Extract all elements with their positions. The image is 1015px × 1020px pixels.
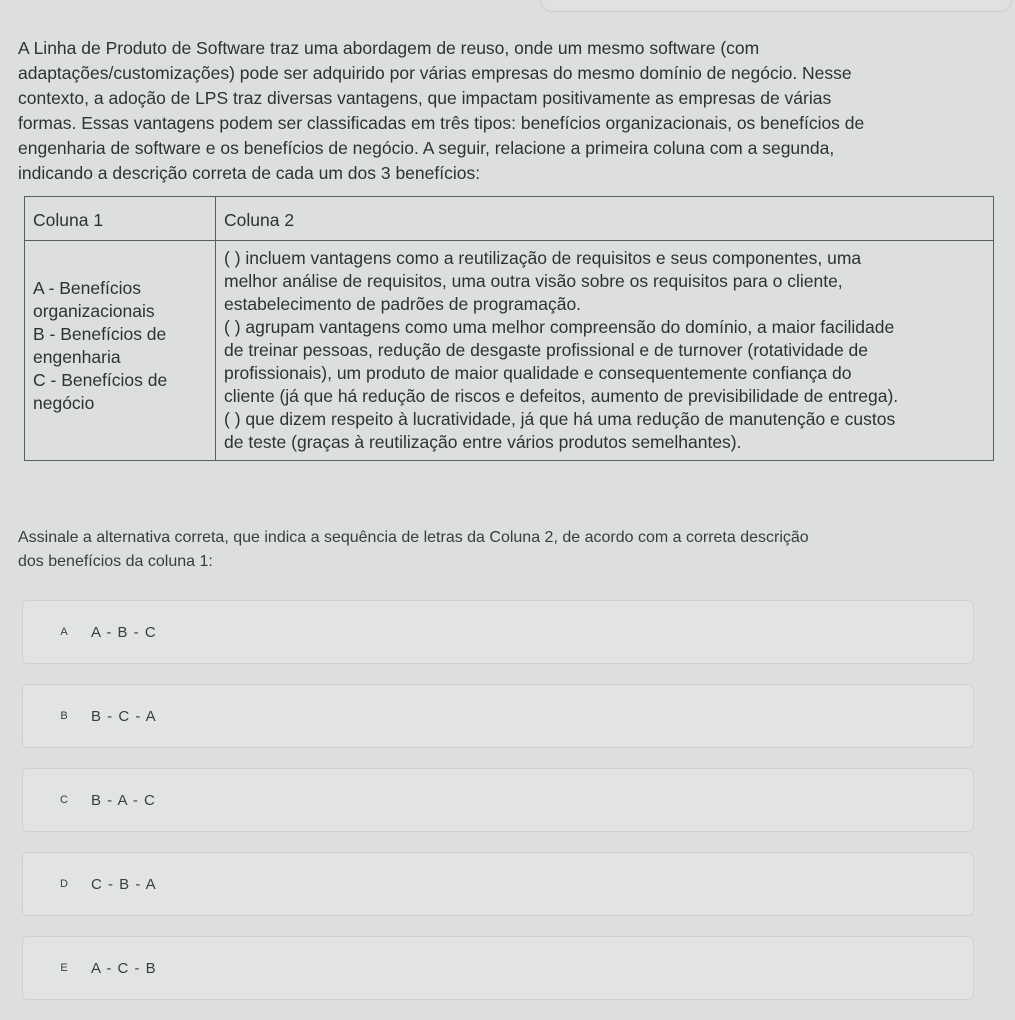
column-2-line: estabelecimento de padrões de programação. — [224, 294, 582, 314]
option-e[interactable] — [22, 936, 974, 1000]
option-letter: B — [60, 710, 68, 722]
instruction-line: Assinale a alternativa correta, que indica a sequência de letras da Coluna 2, de acordo com a correta descrição — [18, 529, 809, 546]
option-d[interactable] — [22, 852, 974, 916]
option-letter: E — [60, 962, 68, 974]
column-2-header: Coluna 2 — [216, 197, 994, 241]
question-line: contexto, a adoção de LPS traz diversas vantagens, que impactam positivamente as empresas de várias — [18, 88, 832, 108]
option-letter: D — [60, 878, 68, 890]
column-1-line: C - Benefícios de — [33, 370, 168, 390]
column-2-cell — [216, 241, 994, 461]
column-2-line: profissionais), um produto de maior qualidade e consequentemente confiança do — [224, 363, 852, 383]
column-1-line: organizacionais — [33, 301, 155, 321]
option-b[interactable] — [22, 684, 974, 748]
question-line: adaptações/customizações) pode ser adquirido por várias empresas do mesmo domínio de negócio. Nesse — [18, 63, 852, 83]
option-a[interactable] — [22, 600, 974, 664]
column-1-line: engenharia — [33, 347, 121, 367]
option-text: C - B - A — [91, 875, 157, 893]
option-letter: C — [60, 794, 68, 806]
instruction-line: dos benefícios da coluna 1: — [18, 553, 213, 570]
column-1-line: B - Benefícios de — [33, 324, 167, 344]
question-line: A Linha de Produto de Software traz uma abordagem de reuso, onde um mesmo software (com — [18, 38, 760, 58]
question-line: indicando a descrição correta de cada um dos 3 benefícios: — [18, 163, 481, 183]
question-line: formas. Essas vantagens podem ser classificadas em três tipos: benefícios organizacionais, os benefícios de — [18, 113, 865, 133]
question-line: engenharia de software e os benefícios de negócio. A seguir, relacione a primeira coluna com a segunda, — [18, 138, 835, 158]
option-text: A - B - C — [91, 623, 157, 641]
option-text: B - C - A — [91, 707, 157, 725]
option-letter: A — [60, 626, 68, 638]
column-1-line: negócio — [33, 393, 95, 413]
columns-table — [24, 196, 994, 461]
column-2-line: cliente (já que há redução de riscos e defeitos, aumento de previsibilidade de entrega). — [224, 386, 899, 406]
column-2-line: ( ) agrupam vantagens como uma melhor compreensão do domínio, a maior facilidade — [224, 317, 895, 337]
column-1-cell — [25, 241, 216, 461]
table-header-row — [25, 197, 994, 241]
column-2-line: de treinar pessoas, redução de desgaste profissional e de turnover (rotatividade de — [224, 340, 869, 360]
column-2-line: melhor análise de requisitos, uma outra visão sobre os requisitos para o cliente, — [224, 271, 843, 291]
column-2-line: ( ) que dizem respeito à lucratividade, já que há uma redução de manutenção e custos — [224, 409, 896, 429]
column-2-line: de teste (graças à reutilização entre vários produtos semelhantes). — [224, 432, 742, 452]
option-text: B - A - C — [91, 791, 156, 809]
column-2-line: ( ) incluem vantagens como a reutilização de requisitos e seus componentes, uma — [224, 248, 862, 268]
table-row — [25, 241, 994, 461]
question-text — [18, 36, 998, 186]
option-text: A - C - B — [91, 959, 157, 977]
top-card-edge — [540, 0, 1012, 12]
answer-options — [22, 600, 974, 1020]
column-1-header: Coluna 1 — [25, 197, 216, 241]
instruction-text — [18, 526, 998, 574]
column-1-line: A - Benefícios — [33, 278, 141, 298]
option-c[interactable] — [22, 768, 974, 832]
